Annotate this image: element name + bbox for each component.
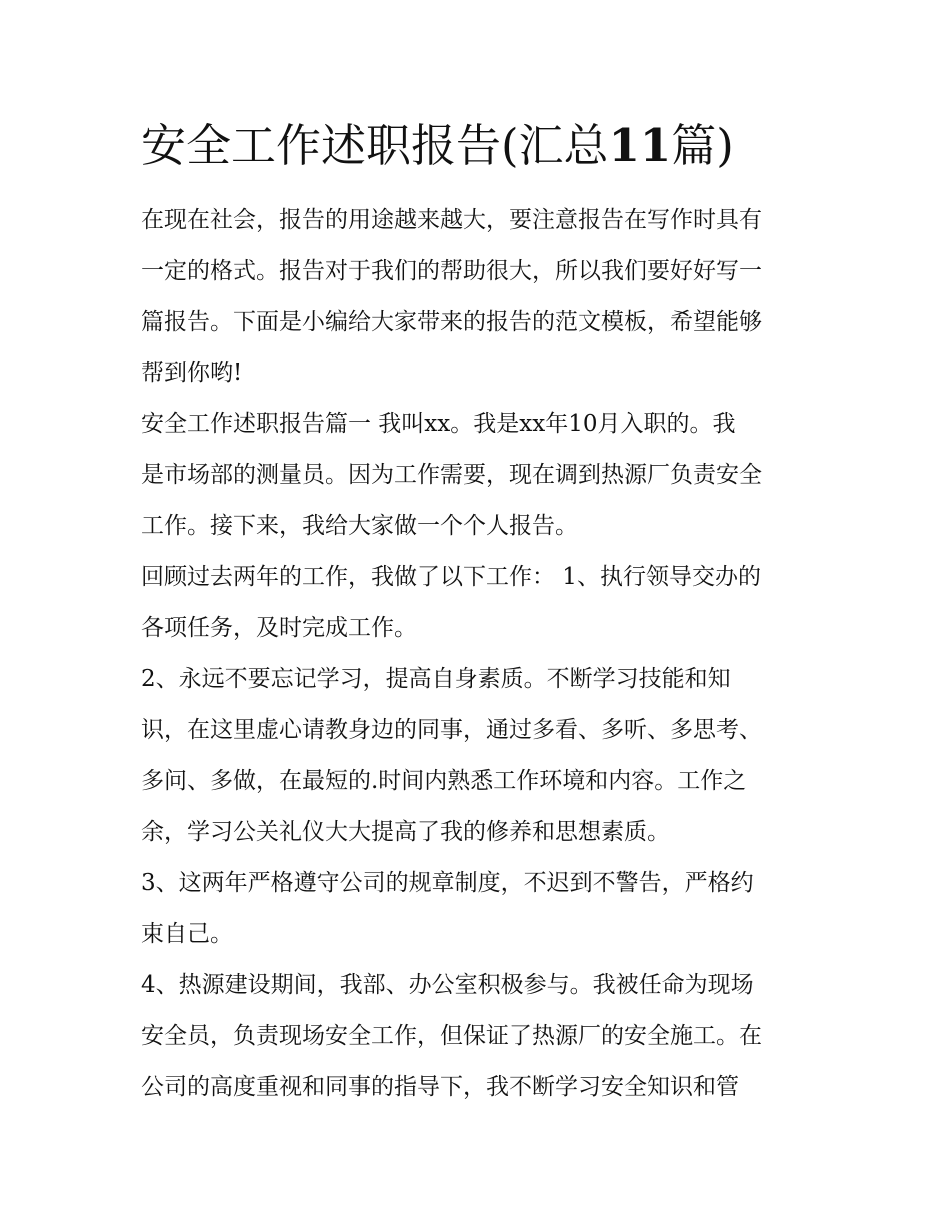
text-line: 3、这两年严格遵守公司的规章制度，不迟到不警告，严格约	[141, 870, 754, 896]
text-line: 一定的格式。报告对于我们的帮助很大，所以我们要好好写一	[141, 258, 762, 284]
text-line: 工作。接下来，我给大家做一个个人报告。	[141, 513, 578, 539]
text-line: 帮到你哟!	[141, 360, 243, 386]
text-line: 多问、多做，在最短的.时间内熟悉工作环境和内容。工作之	[141, 768, 747, 794]
text-line: 安全工作述职报告篇一 我叫xx。我是xx年10月入职的。我	[141, 411, 736, 437]
text-line: 2、永远不要忘记学习，提高自身素质。不断学习技能和知	[141, 666, 731, 692]
text-line: 是市场部的测量员。因为工作需要，现在调到热源厂负责安全	[141, 462, 762, 488]
text-line: 在现在社会，报告的用途越来越大，要注意报告在写作时具有	[141, 207, 762, 233]
text-line: 余，学习公关礼仪大大提高了我的修养和思想素质。	[141, 819, 670, 845]
text-line: 各项任务，及时完成工作。	[141, 615, 417, 641]
text-line: 束自己。	[141, 921, 233, 947]
text-line: 篇报告。下面是小编给大家带来的报告的范文模板，希望能够	[141, 309, 762, 335]
text-line: 识，在这里虚心请教身边的同事，通过多看、多听、多思考、	[141, 717, 762, 743]
text-line: 4、热源建设期间，我部、办公室积极参与。我被任命为现场	[141, 972, 754, 998]
title-prefix: 安全工作述职报告(汇总	[141, 119, 609, 172]
title-number: 11	[608, 119, 672, 172]
document-body	[141, 195, 821, 1113]
text-line: 回顾过去两年的工作，我做了以下工作： 1、执行领导交办的	[141, 564, 761, 590]
title-suffix: 篇)	[671, 119, 734, 172]
document-title	[141, 115, 841, 177]
text-line: 安全员，负责现场安全工作，但保证了热源厂的安全施工。在	[141, 1023, 762, 1049]
text-line: 公司的高度重视和同事的指导下，我不断学习安全知识和管	[141, 1074, 739, 1100]
